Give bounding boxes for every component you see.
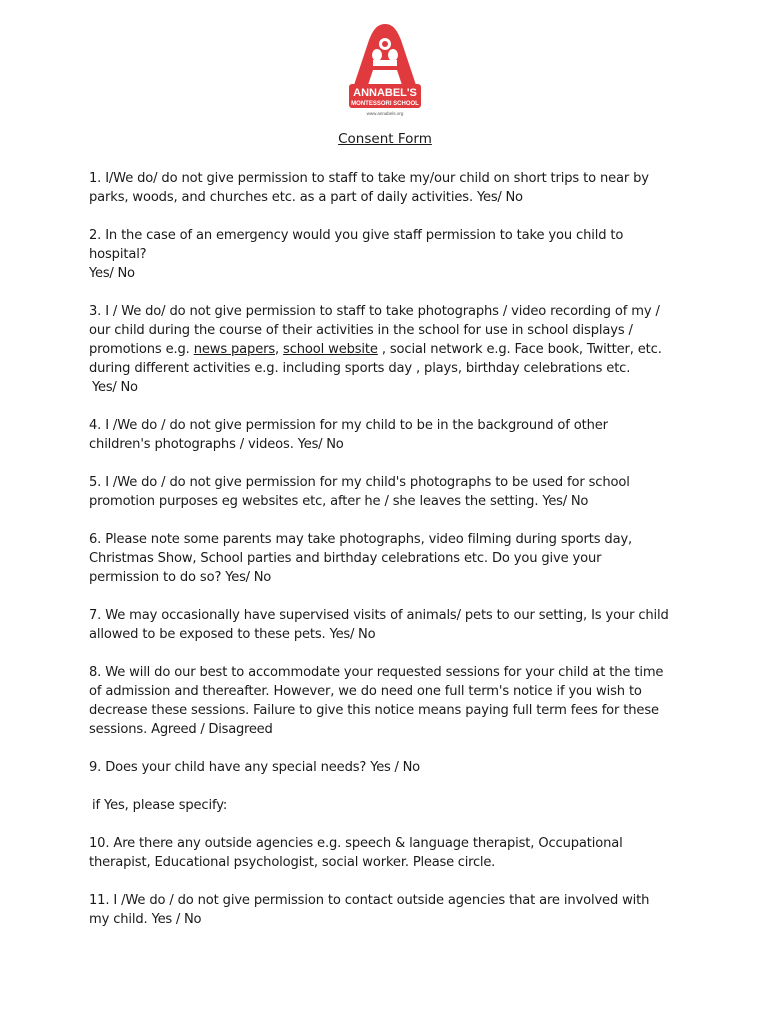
question-11	[89, 891, 669, 929]
question-4-answer[interactable]: Yes/ No	[297, 437, 344, 452]
question-2-answer[interactable]: Yes/ No	[89, 266, 135, 281]
question-8-text: 8. We will do our best to accommodate your requested sessions for your child at the time of admission and thereafter. However, we do need one full term's notice if you wish to decrease these sessions. Failure to give this notice means paying full term fees for these sessions.	[89, 665, 664, 737]
question-3-text-part2: , social network e.g. Face book, Twitter, etc. during different activities e.g. including sports day , plays, birthday celebrations etc.	[89, 342, 662, 376]
question-9-text: 9. Does your child have any special needs?	[89, 760, 367, 775]
school-website-link[interactable]: school website	[283, 342, 378, 357]
question-5-text: 5. I /We do / do not give permission for my child's photographs to be used for school promotion purposes eg websites etc, after he / she leaves the setting.	[89, 475, 630, 509]
question-7-answer[interactable]: Yes/ No	[329, 627, 376, 642]
question-3-separator: ,	[275, 342, 284, 357]
question-1-answer[interactable]: Yes/ No	[477, 190, 523, 205]
question-1-text: 1. I/We do/ do not give permission to staff to take my/our child on short trips to near by parks, woods, and churches etc. as a part of daily activities.	[89, 171, 649, 205]
question-11-answer[interactable]: Yes / No	[151, 912, 202, 927]
question-3-answer[interactable]: Yes/ No	[92, 380, 138, 395]
question-4	[89, 416, 669, 454]
question-8-answer[interactable]: Agreed / Disagreed	[151, 722, 273, 737]
question-7	[89, 606, 669, 644]
question-3-text-part1: 3. I / We do/ do not give permission to staff to take photographs / video recording of my / our child during the course of their activities in the school for use in school displays / promotions e.g.	[89, 304, 660, 357]
question-2-text: 2. In the case of an emergency would you give staff permission to take you child to hospital?	[89, 228, 624, 262]
question-3	[89, 302, 669, 397]
question-10-text: 10. Are there any outside agencies e.g. speech & language therapist, Occupational therapist, Educational psychologist, social worker.	[89, 836, 623, 870]
question-10-instruction: Please circle.	[412, 855, 496, 870]
question-6	[89, 530, 669, 587]
question-6-text: 6. Please note some parents may take photographs, video filming during sports day, Christmas Show, School parties and birthday celebrations etc. Do you give your permission to do so?	[89, 532, 633, 585]
question-10	[89, 834, 669, 872]
question-8	[89, 663, 669, 739]
question-9-answer[interactable]: Yes / No	[370, 760, 420, 775]
question-4-text: 4. I /We do / do not give permission for my child to be in the background of other children's photographs / videos.	[89, 418, 608, 452]
logo-line2: MONTESSORI SCHOOL	[351, 101, 419, 107]
consent-form-body	[89, 169, 669, 948]
special-needs-specify: if Yes, please specify:	[92, 798, 228, 813]
form-title: Consent Form	[338, 131, 432, 147]
question-11-text: 11. I /We do / do not give permission to contact outside agencies that are involved with my child.	[89, 893, 650, 927]
question-7-text: 7. We may occasionally have supervised visits of animals/ pets to our setting, Is your child allowed to be exposed to these pets.	[89, 608, 669, 642]
question-2	[89, 226, 669, 283]
question-5-answer[interactable]: Yes/ No	[542, 494, 589, 509]
school-logo	[347, 22, 423, 118]
question-5	[89, 473, 669, 511]
question-9	[89, 758, 669, 777]
question-6-answer[interactable]: Yes/ No	[225, 570, 272, 585]
question-1	[89, 169, 669, 207]
logo-url: www.annabels.org	[366, 111, 404, 116]
logo-line1: ANNABEL'S	[353, 87, 417, 99]
news-papers-link[interactable]: news papers	[193, 342, 276, 357]
